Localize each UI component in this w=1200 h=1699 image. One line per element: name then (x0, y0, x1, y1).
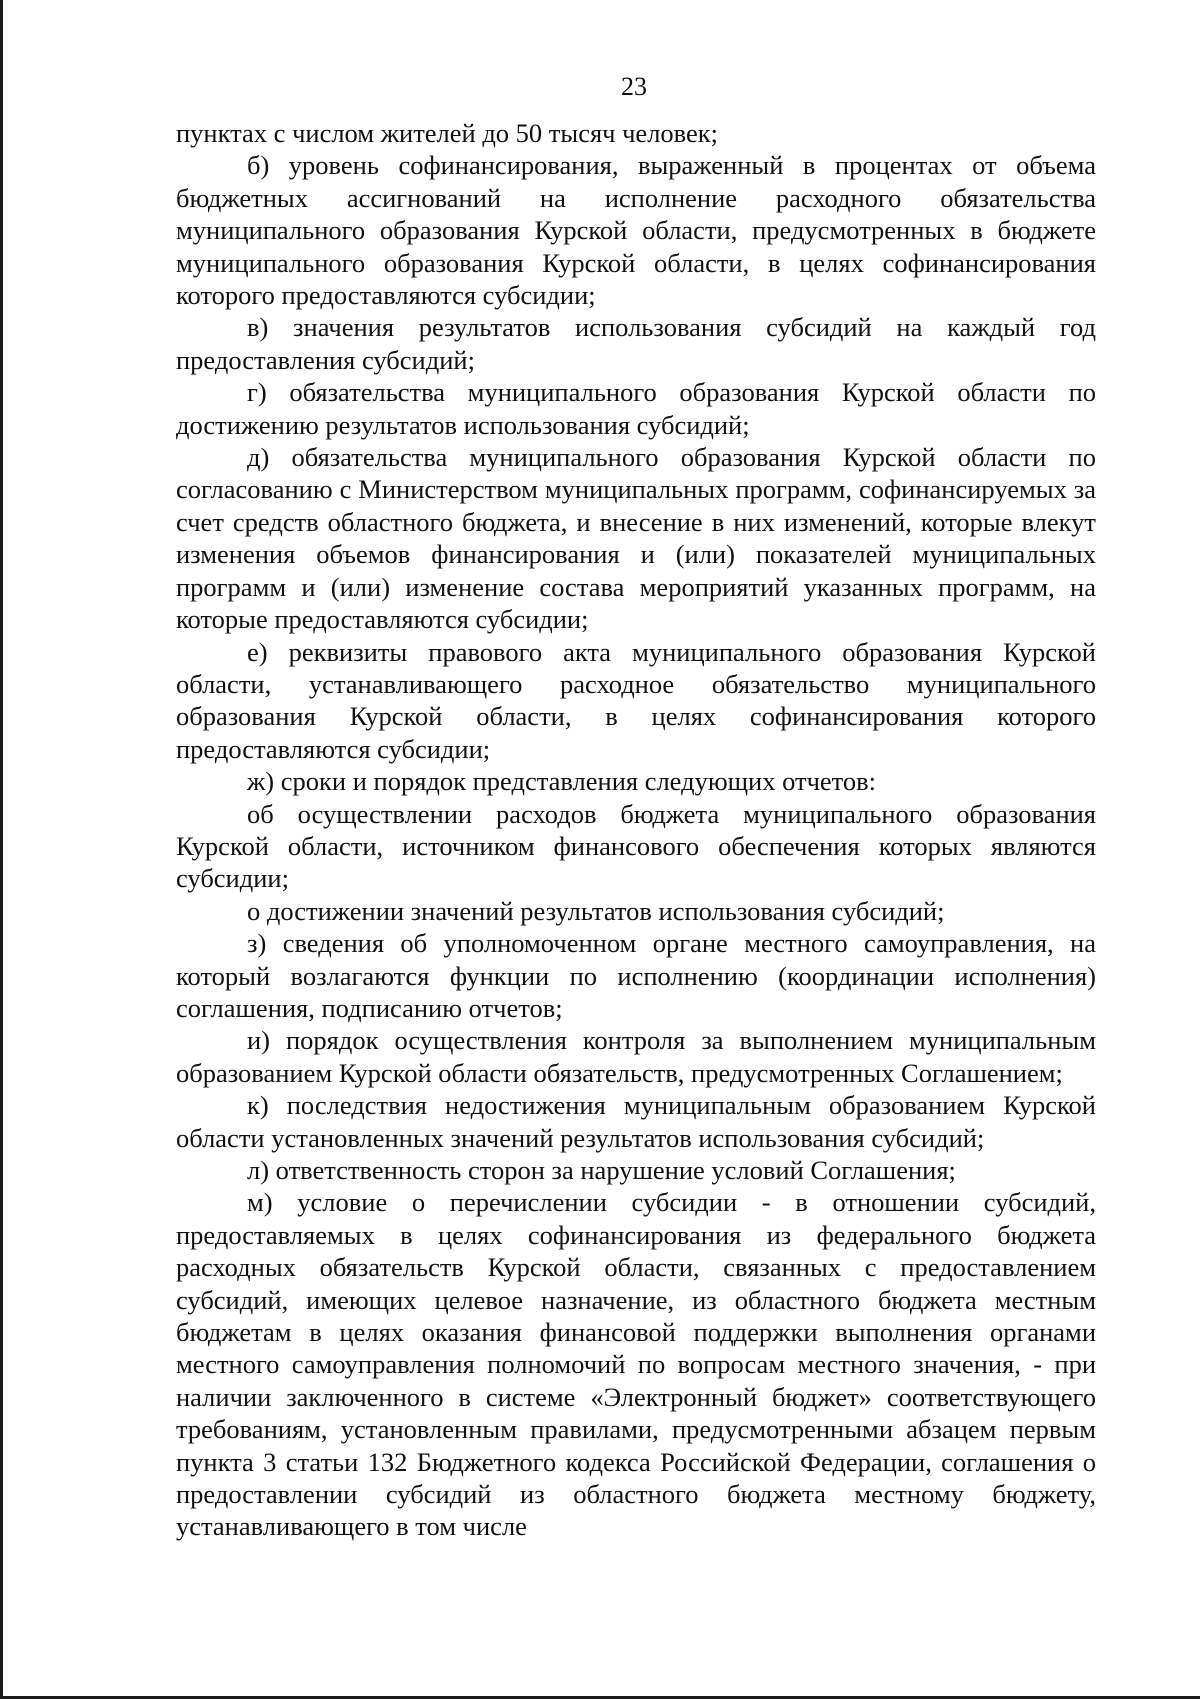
document-body (176, 117, 1096, 1543)
paragraph-item-i: и) порядок осуществления контроля за выполнением муниципальным образованием Курской области обязательств, предусмотренных Соглашением; (176, 1025, 1096, 1088)
paragraph-item-m: м) условие о перечислении субсидии - в отношении субсидий, предоставляемых в целях софинансирования из федерального бюджета расходных обязательств Курской области, связанных с предоставлением субсидий, имеющих целевое назначение, из областного бюджета местным бюджетам в целях оказания финансовой поддержки выполнения органами местного самоуправления полномочий по вопросам местного значения, - при наличии заключенного в системе «Электронный бюджет» соответствующего требованиям, установленным правилами, предусмотренными абзацем первым пункта 3 статьи 132 Бюджетного кодекса Российской Федерации, соглашения о предоставлении субсидий из областного бюджета местному бюджету, устанавливающего в том числе (176, 1187, 1096, 1542)
paragraph-report-results: о достижении значений результатов использования субсидий; (247, 895, 945, 926)
paragraph-item-v: в) значения результатов использования субсидий на каждый год предоставления субсидий; (176, 312, 1096, 375)
paragraph-item-l: л) ответственность сторон за нарушение условий Соглашения; (247, 1155, 956, 1185)
paragraph-continuation: пунктах с числом жителей до 50 тысяч человек; (176, 118, 719, 148)
paragraph-item-d: д) обязательства муниципального образования Курской области по согласованию с Министерством муниципальных программ, софинансируемых за счет средств областного бюджета, и внесение в них изменений, которые влекут изменения объемов финансирования и (или) показателей муниципальных программ и (или) изменение состава мероприятий указанных программ, на которые предоставляются субсидии; (176, 442, 1096, 635)
paragraph-item-k: к) последствия недостижения муниципальным образованием Курской области установленных значений результатов использования субсидий; (176, 1090, 1096, 1153)
paragraph-report-expenses: об осуществлении расходов бюджета муниципального образования Курской области, источником финансового обеспечения которых являются субсидии; (176, 798, 1096, 894)
paragraph-item-b: б) уровень софинансирования, выраженный в процентах от объема бюджетных ассигнований на исполнение расходного обязательства муниципального образования Курской области, предусмотренных в бюджете муниципального образования Курской области, в целях софинансирования которого предоставляются субсидии; (176, 150, 1096, 311)
paragraph-item-g: г) обязательства муниципального образования Курской области по достижению результатов использования субсидий; (176, 377, 1096, 440)
page-number: 23 (621, 72, 647, 101)
paragraph-item-zh: ж) сроки и порядок представления следующих отчетов: (247, 766, 877, 797)
paragraph-item-e: е) реквизиты правового акта муниципального образования Курской области, устанавливающего расходное обязательство муниципального образования Курской области, в целях софинансирования которого предоставляются субсидии; (176, 636, 1096, 764)
paragraph-item-z: з) сведения об уполномоченном органе местного самоуправления, на который возлагаются функции по исполнению (координации исполнения) соглашения, подписанию отчетов; (176, 928, 1096, 1023)
